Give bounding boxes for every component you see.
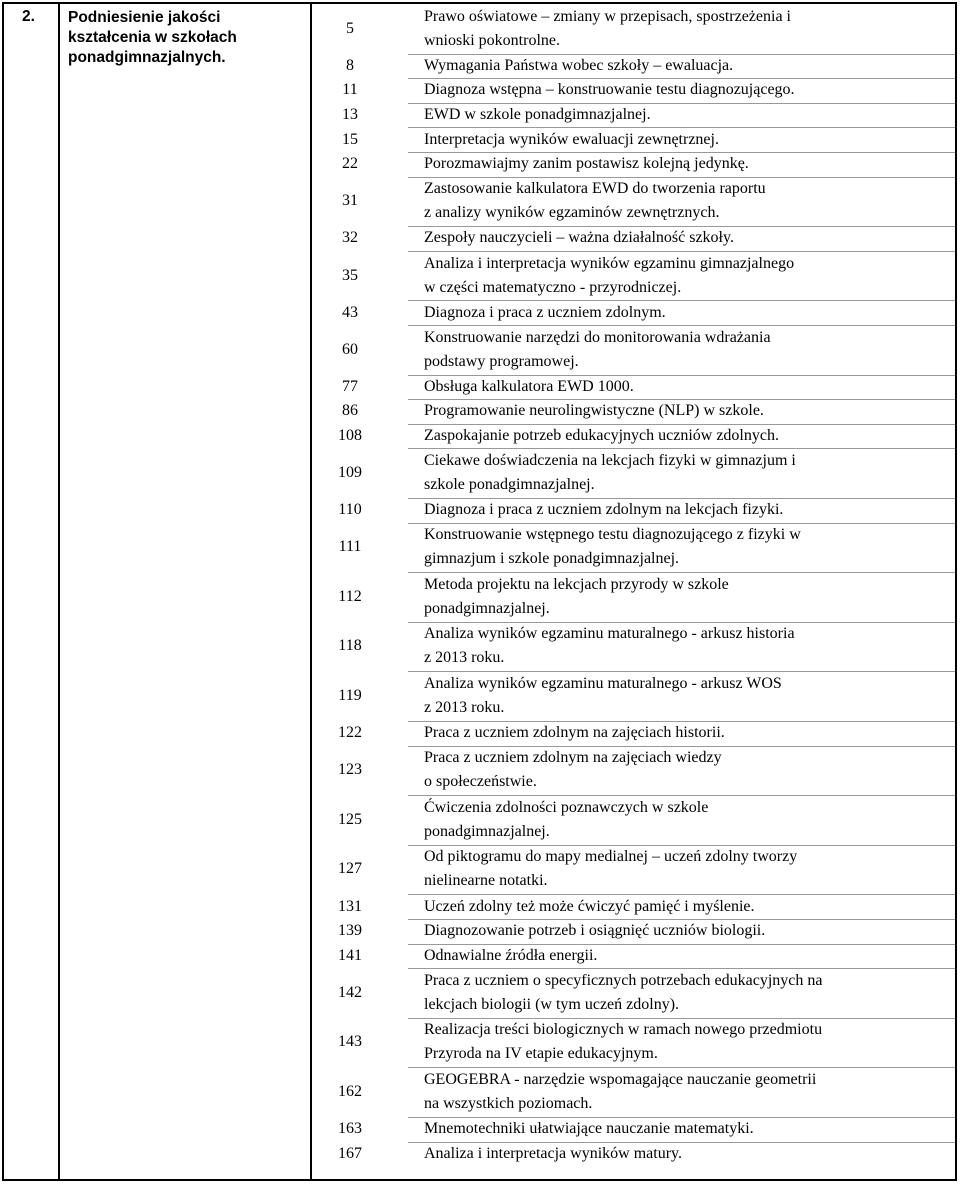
course-title-line: Programowanie neurolingwistyczne (NLP) w szkole. xyxy=(424,402,764,420)
course-row xyxy=(314,300,955,325)
course-row xyxy=(314,894,955,919)
course-number: 112 xyxy=(338,587,362,605)
course-title xyxy=(424,177,951,227)
course-row xyxy=(314,1141,955,1166)
course-title-line: na wszystkich poziomach. xyxy=(424,1095,593,1113)
course-number: 86 xyxy=(342,402,358,420)
course-title-line: ponadgimnazjalnej. xyxy=(424,599,550,617)
course-row xyxy=(314,968,955,1018)
course-title-line: EWD w szkole ponadgimnazjalnej. xyxy=(424,106,651,124)
course-title xyxy=(424,894,951,919)
course-title xyxy=(424,226,951,251)
course-title-line: Ciekawe doświadczenia na lekcjach fizyki w gimnazjum i xyxy=(424,452,796,470)
course-title xyxy=(424,325,951,375)
course-row xyxy=(314,572,955,622)
course-row xyxy=(314,943,955,968)
course-row xyxy=(314,448,955,498)
course-number: 8 xyxy=(346,56,354,74)
course-title xyxy=(424,498,951,523)
course-row xyxy=(314,795,955,845)
course-row xyxy=(314,745,955,795)
course-title xyxy=(424,523,951,573)
course-row xyxy=(314,103,955,128)
course-number: 11 xyxy=(342,81,358,99)
course-title-line: Interpretacja wyników ewaluacji zewnętrznej. xyxy=(424,130,719,148)
course-title-line: wnioski pokontrolne. xyxy=(424,31,560,49)
course-number: 13 xyxy=(342,106,358,124)
section-subject-line: Podniesienie jakości xyxy=(68,9,221,26)
course-title-line: Uczeń zdolny też może ćwiczyć pamięć i myślenie. xyxy=(424,897,755,915)
course-title-line: Diagnoza i praca z uczniem zdolnym na lekcjach fizyki. xyxy=(424,501,784,519)
course-title xyxy=(424,300,951,325)
course-title-line: z 2013 roku. xyxy=(424,649,505,667)
section-number-cell xyxy=(4,4,58,26)
course-title-line: Analiza i interpretacja wyników egzaminu gimnazjalnego xyxy=(424,254,795,272)
course-number: 22 xyxy=(342,155,358,173)
course-title-line: ponadgimnazjalnej. xyxy=(424,822,550,840)
course-title-line: Diagnozowanie potrzeb i osiągnięć uczniów biologii. xyxy=(424,922,766,940)
section-subject-cell xyxy=(62,4,312,68)
course-number: 31 xyxy=(342,192,358,210)
course-number: 142 xyxy=(338,983,362,1001)
course-number: 43 xyxy=(342,303,358,321)
course-number: 162 xyxy=(338,1083,362,1101)
course-title xyxy=(424,251,951,301)
course-title-line: Prawo oświatowe – zmiany w przepisach, spostrzeżenia i xyxy=(424,7,791,25)
course-title-line: Ćwiczenia zdolności poznawczych w szkole xyxy=(424,798,709,816)
course-title-line: Od piktogramu do mapy medialnej – uczeń zdolny tworzy xyxy=(424,848,798,866)
course-title-line: Obsługa kalkulatora EWD 1000. xyxy=(424,377,634,395)
course-number: 123 xyxy=(338,761,362,779)
course-title-line: lekcjach biologii (w tym uczeń zdolny). xyxy=(424,995,680,1013)
course-title-line: Konstruowanie wstępnego testu diagnozującego z fizyki w xyxy=(424,526,801,544)
course-row xyxy=(314,721,955,746)
course-number: 131 xyxy=(338,897,362,915)
course-row xyxy=(314,152,955,177)
course-title-line: Mnemotechniki ułatwiające nauczanie matematyki. xyxy=(424,1120,754,1138)
course-title xyxy=(424,1117,951,1142)
course-row xyxy=(314,325,955,375)
course-title xyxy=(424,152,951,177)
course-title xyxy=(424,424,951,449)
course-title-line: podstawy programowej. xyxy=(424,352,579,370)
course-title-line: z analizy wyników egzaminów zewnętrznych. xyxy=(424,204,720,222)
course-row xyxy=(314,1117,955,1142)
course-number: 77 xyxy=(342,377,358,395)
course-title xyxy=(424,1141,951,1166)
course-title-line: o społeczeństwie. xyxy=(424,773,537,791)
course-number: 125 xyxy=(338,810,362,828)
course-row xyxy=(314,251,955,301)
course-title xyxy=(424,622,951,672)
course-title-line: Praca z uczniem zdolnym na zajęciach historii. xyxy=(424,724,725,742)
course-title-line: Analiza i interpretacja wyników matury. xyxy=(424,1144,682,1162)
course-title-line: Odnawialne źródła energii. xyxy=(424,946,598,964)
course-number: 167 xyxy=(338,1144,362,1162)
course-title-line: gimnazjum i szkole ponadgimnazjalnej. xyxy=(424,550,680,568)
course-row xyxy=(314,4,955,54)
course-title-line: z 2013 roku. xyxy=(424,699,505,717)
course-number: 110 xyxy=(338,501,362,519)
course-title xyxy=(424,845,951,895)
course-row xyxy=(314,845,955,895)
course-row xyxy=(314,424,955,449)
course-number: 109 xyxy=(338,464,362,482)
course-row xyxy=(314,177,955,227)
document-table xyxy=(2,2,957,1181)
course-title xyxy=(424,1067,951,1117)
section-subject-line: kształcenia w szkołach xyxy=(68,29,237,46)
course-title xyxy=(424,78,951,103)
course-number: 163 xyxy=(338,1120,362,1138)
section-subject-line: ponadgimnazjalnych. xyxy=(68,49,226,66)
course-row xyxy=(314,226,955,251)
course-number: 127 xyxy=(338,860,362,878)
course-number: 35 xyxy=(342,266,358,284)
course-row xyxy=(314,523,955,573)
course-title xyxy=(424,127,951,152)
course-number: 5 xyxy=(346,19,354,37)
course-title-line: szkole ponadgimnazjalnej. xyxy=(424,476,595,494)
course-title-line: Diagnoza i praca z uczniem zdolnym. xyxy=(424,303,666,321)
course-title-line: GEOGEBRA - narzędzie wspomagające nauczanie geometrii xyxy=(424,1071,817,1089)
course-title xyxy=(424,399,951,424)
course-title xyxy=(424,103,951,128)
course-title-line: Analiza wyników egzaminu maturalnego - arkusz WOS xyxy=(424,675,782,693)
course-title xyxy=(424,943,951,968)
course-title-line: w części matematyczno - przyrodniczej. xyxy=(424,278,682,296)
course-row xyxy=(314,375,955,400)
course-title xyxy=(424,671,951,721)
course-title xyxy=(424,795,951,845)
course-number: 60 xyxy=(342,340,358,358)
course-title-line: Praca z uczniem zdolnym na zajęciach wiedzy xyxy=(424,749,722,767)
course-title xyxy=(424,54,951,79)
course-title-line: Zaspokajanie potrzeb edukacyjnych uczniów zdolnych. xyxy=(424,427,779,445)
course-number: 108 xyxy=(338,427,362,445)
course-number: 143 xyxy=(338,1033,362,1051)
course-row xyxy=(314,78,955,103)
course-row xyxy=(314,1018,955,1068)
course-title xyxy=(424,721,951,746)
course-row xyxy=(314,498,955,523)
course-title-line: Diagnoza wstępna – konstruowanie testu diagnozującego. xyxy=(424,81,795,99)
course-number: 118 xyxy=(338,637,362,655)
course-title xyxy=(424,919,951,944)
course-number: 32 xyxy=(342,229,358,247)
course-title-line: nielinearne notatki. xyxy=(424,872,548,890)
course-title xyxy=(424,572,951,622)
course-list xyxy=(314,4,955,1166)
course-title-line: Analiza wyników egzaminu maturalnego - arkusz historia xyxy=(424,625,795,643)
course-title-line: Zespoły nauczycieli – ważna działalność szkoły. xyxy=(424,229,734,247)
course-row xyxy=(314,399,955,424)
course-title xyxy=(424,1018,951,1068)
course-title-line: Praca z uczniem o specyficznych potrzebach edukacyjnych na xyxy=(424,971,823,989)
course-title-line: Konstruowanie narzędzi do monitorowania wdrażania xyxy=(424,328,771,346)
course-number: 111 xyxy=(338,538,362,556)
course-row xyxy=(314,1067,955,1117)
course-row xyxy=(314,671,955,721)
course-title-line: Porozmawiajmy zanim postawisz kolejną jedynkę. xyxy=(424,155,749,173)
course-number: 141 xyxy=(338,946,362,964)
course-title-line: Realizacja treści biologicznych w ramach nowego przedmiotu xyxy=(424,1021,823,1039)
column-divider xyxy=(310,4,312,1179)
course-title-line: Wymagania Państwa wobec szkoły – ewaluacja. xyxy=(424,56,734,74)
course-number: 15 xyxy=(342,130,358,148)
course-title-line: Przyroda na IV etapie edukacyjnym. xyxy=(424,1045,658,1063)
course-number: 119 xyxy=(338,687,362,705)
course-row xyxy=(314,919,955,944)
course-row xyxy=(314,622,955,672)
column-divider xyxy=(58,4,60,1179)
course-title-line: Metoda projektu na lekcjach przyrody w szkole xyxy=(424,575,729,593)
course-row xyxy=(314,127,955,152)
course-title xyxy=(424,4,951,54)
course-title xyxy=(424,375,951,400)
course-title xyxy=(424,745,951,795)
course-number: 122 xyxy=(338,724,362,742)
course-title xyxy=(424,968,951,1018)
section-number: 2. xyxy=(22,8,35,25)
course-number: 139 xyxy=(338,922,362,940)
course-title xyxy=(424,448,951,498)
course-title-line: Zastosowanie kalkulatora EWD do tworzenia raportu xyxy=(424,180,766,198)
course-row xyxy=(314,54,955,79)
